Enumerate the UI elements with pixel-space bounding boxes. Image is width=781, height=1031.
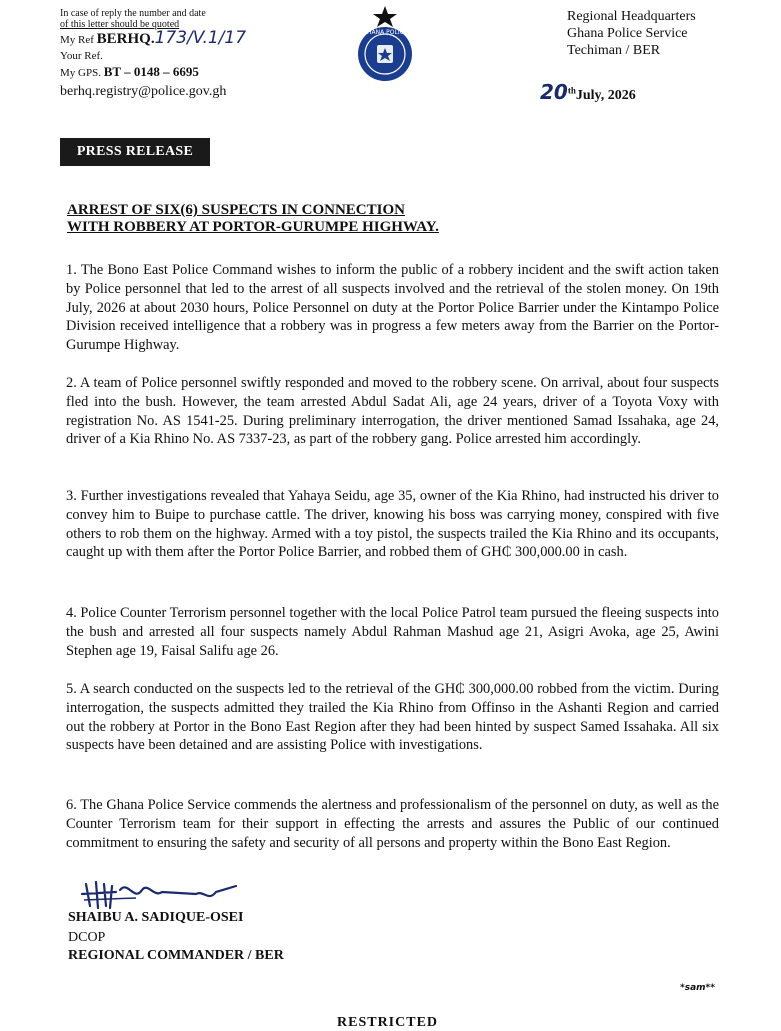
paragraph-5: 5. A search conducted on the suspects led to the retrieval of the GH₵ 300,000.00 robbed from the victim. During interrogation, the suspects admitted they trailed the Kia Rhino from Offinso in the Ashanti Region and carried out the robbery at Portor in the Bono East Region after they had been hinted by suspect Samed Issahaka. All six suspects have been detained and are assisting Police with investigations.	[66, 681, 719, 754]
press-release-badge: PRESS RELEASE	[60, 138, 210, 166]
date-suffix: th	[567, 85, 576, 96]
press-release-title	[67, 202, 439, 236]
signatory-rank: DCOP	[68, 930, 106, 945]
reference-block	[60, 8, 246, 100]
handwritten-signature	[76, 872, 246, 914]
registry-email: berhq.registry@police.gov.gh	[60, 84, 227, 99]
hq-line2: Ghana Police Service	[567, 26, 688, 41]
date-rest: July, 2026	[575, 88, 636, 103]
my-gps-label: My GPS.	[60, 67, 101, 79]
typist-initials: *sam**	[680, 983, 715, 993]
my-gps-value: BT – 0148 – 6695	[103, 64, 199, 79]
hq-line3: Techiman / BER	[567, 43, 661, 58]
crest-lettering: GHANA POLICE	[362, 29, 408, 36]
my-ref-handwritten: 173/V.1/17	[154, 28, 247, 48]
signatory-title: REGIONAL COMMANDER / BER	[68, 948, 284, 963]
paragraph-1: 1. The Bono East Police Command wishes to inform the public of a robbery incident and the swift action taken by Police personnel that led to the arrest of all suspects involved and the retrieval of the stolen money. On 19th July, 2026 at about 2030 hours, Police Personnel on duty at the Portor Police Barrier under the Kintampo Police Division received intelligence that a robbery was in progress a few meters away from the Barrier on the Portor-Gurumpe Highway.	[66, 262, 719, 354]
reply-note-line2: of this letter should be quoted	[60, 19, 180, 30]
paragraph-2: 2. A team of Police personnel swiftly responded and moved to the robbery scene. On arrival, about four suspects fled into the bush. However, the team arrested Abdul Sadat Ali, age 24 years, driver of a Toyota Voxy with registration No. AS 1541-25. During preliminary interrogation, the driver mentioned Samad Issahaka, age 24, driver of a Kia Rhino No. AS 7337-23, as part of the robbery gang. Police arrested him accordingly.	[66, 375, 719, 448]
paragraph-6: 6. The Ghana Police Service commends the alertness and professionalism of the personnel on duty, as well as the Counter Terrorism team for their support in effecting the arrests and assures the Public of our continued commitment to ensuring the safety and security of all persons and property within the Bono East Region.	[66, 797, 719, 851]
paragraph-4: 4. Police Counter Terrorism personnel together with the local Police Patrol team pursued the fleeing suspects into the bush and arrested all four suspects namely Abdul Rahman Mashud age 21, Asigri Avoka, age 25, Awini Stephen age 19, Faisal Salifu age 26.	[66, 605, 719, 659]
ghana-police-crest-icon	[346, 4, 424, 84]
signatory-name: SHAIBU A. SADIQUE-OSEI	[68, 910, 244, 925]
hq-line1: Regional Headquarters	[567, 9, 696, 24]
title-line2: WITH ROBBERY AT PORTOR-GURUMPE HIGHWAY.	[67, 219, 439, 235]
classification-footer: RESTRICTED	[337, 1015, 439, 1030]
my-ref-label: My Ref	[60, 34, 94, 46]
reply-note-line1: In case of reply the number and date	[60, 8, 206, 19]
paragraph-3: 3. Further investigations revealed that Yahaya Seidu, age 35, owner of the Kia Rhino, had instructed his driver to convey him to Buipe to purchase cattle. The driver, knowing his boss was carrying money, conspired with five others to rob them on the highway. Armed with a toy pistol, the suspects trailed the Kia Rhino and its occupants, caught up with them after the Portor Police Barrier, and robbed them of GH₵ 300,000.00 in cash.	[66, 488, 719, 561]
headquarters-address	[567, 8, 696, 59]
my-gps-line	[60, 64, 246, 81]
my-ref-line	[60, 30, 246, 48]
title-line1: ARREST OF SIX(6) SUSPECTS IN CONNECTION	[67, 202, 405, 218]
your-ref-label: Your Ref.	[60, 50, 103, 62]
letter-date	[540, 80, 636, 104]
date-day: 20	[540, 80, 568, 104]
my-ref-value: BERHQ.	[96, 31, 155, 47]
